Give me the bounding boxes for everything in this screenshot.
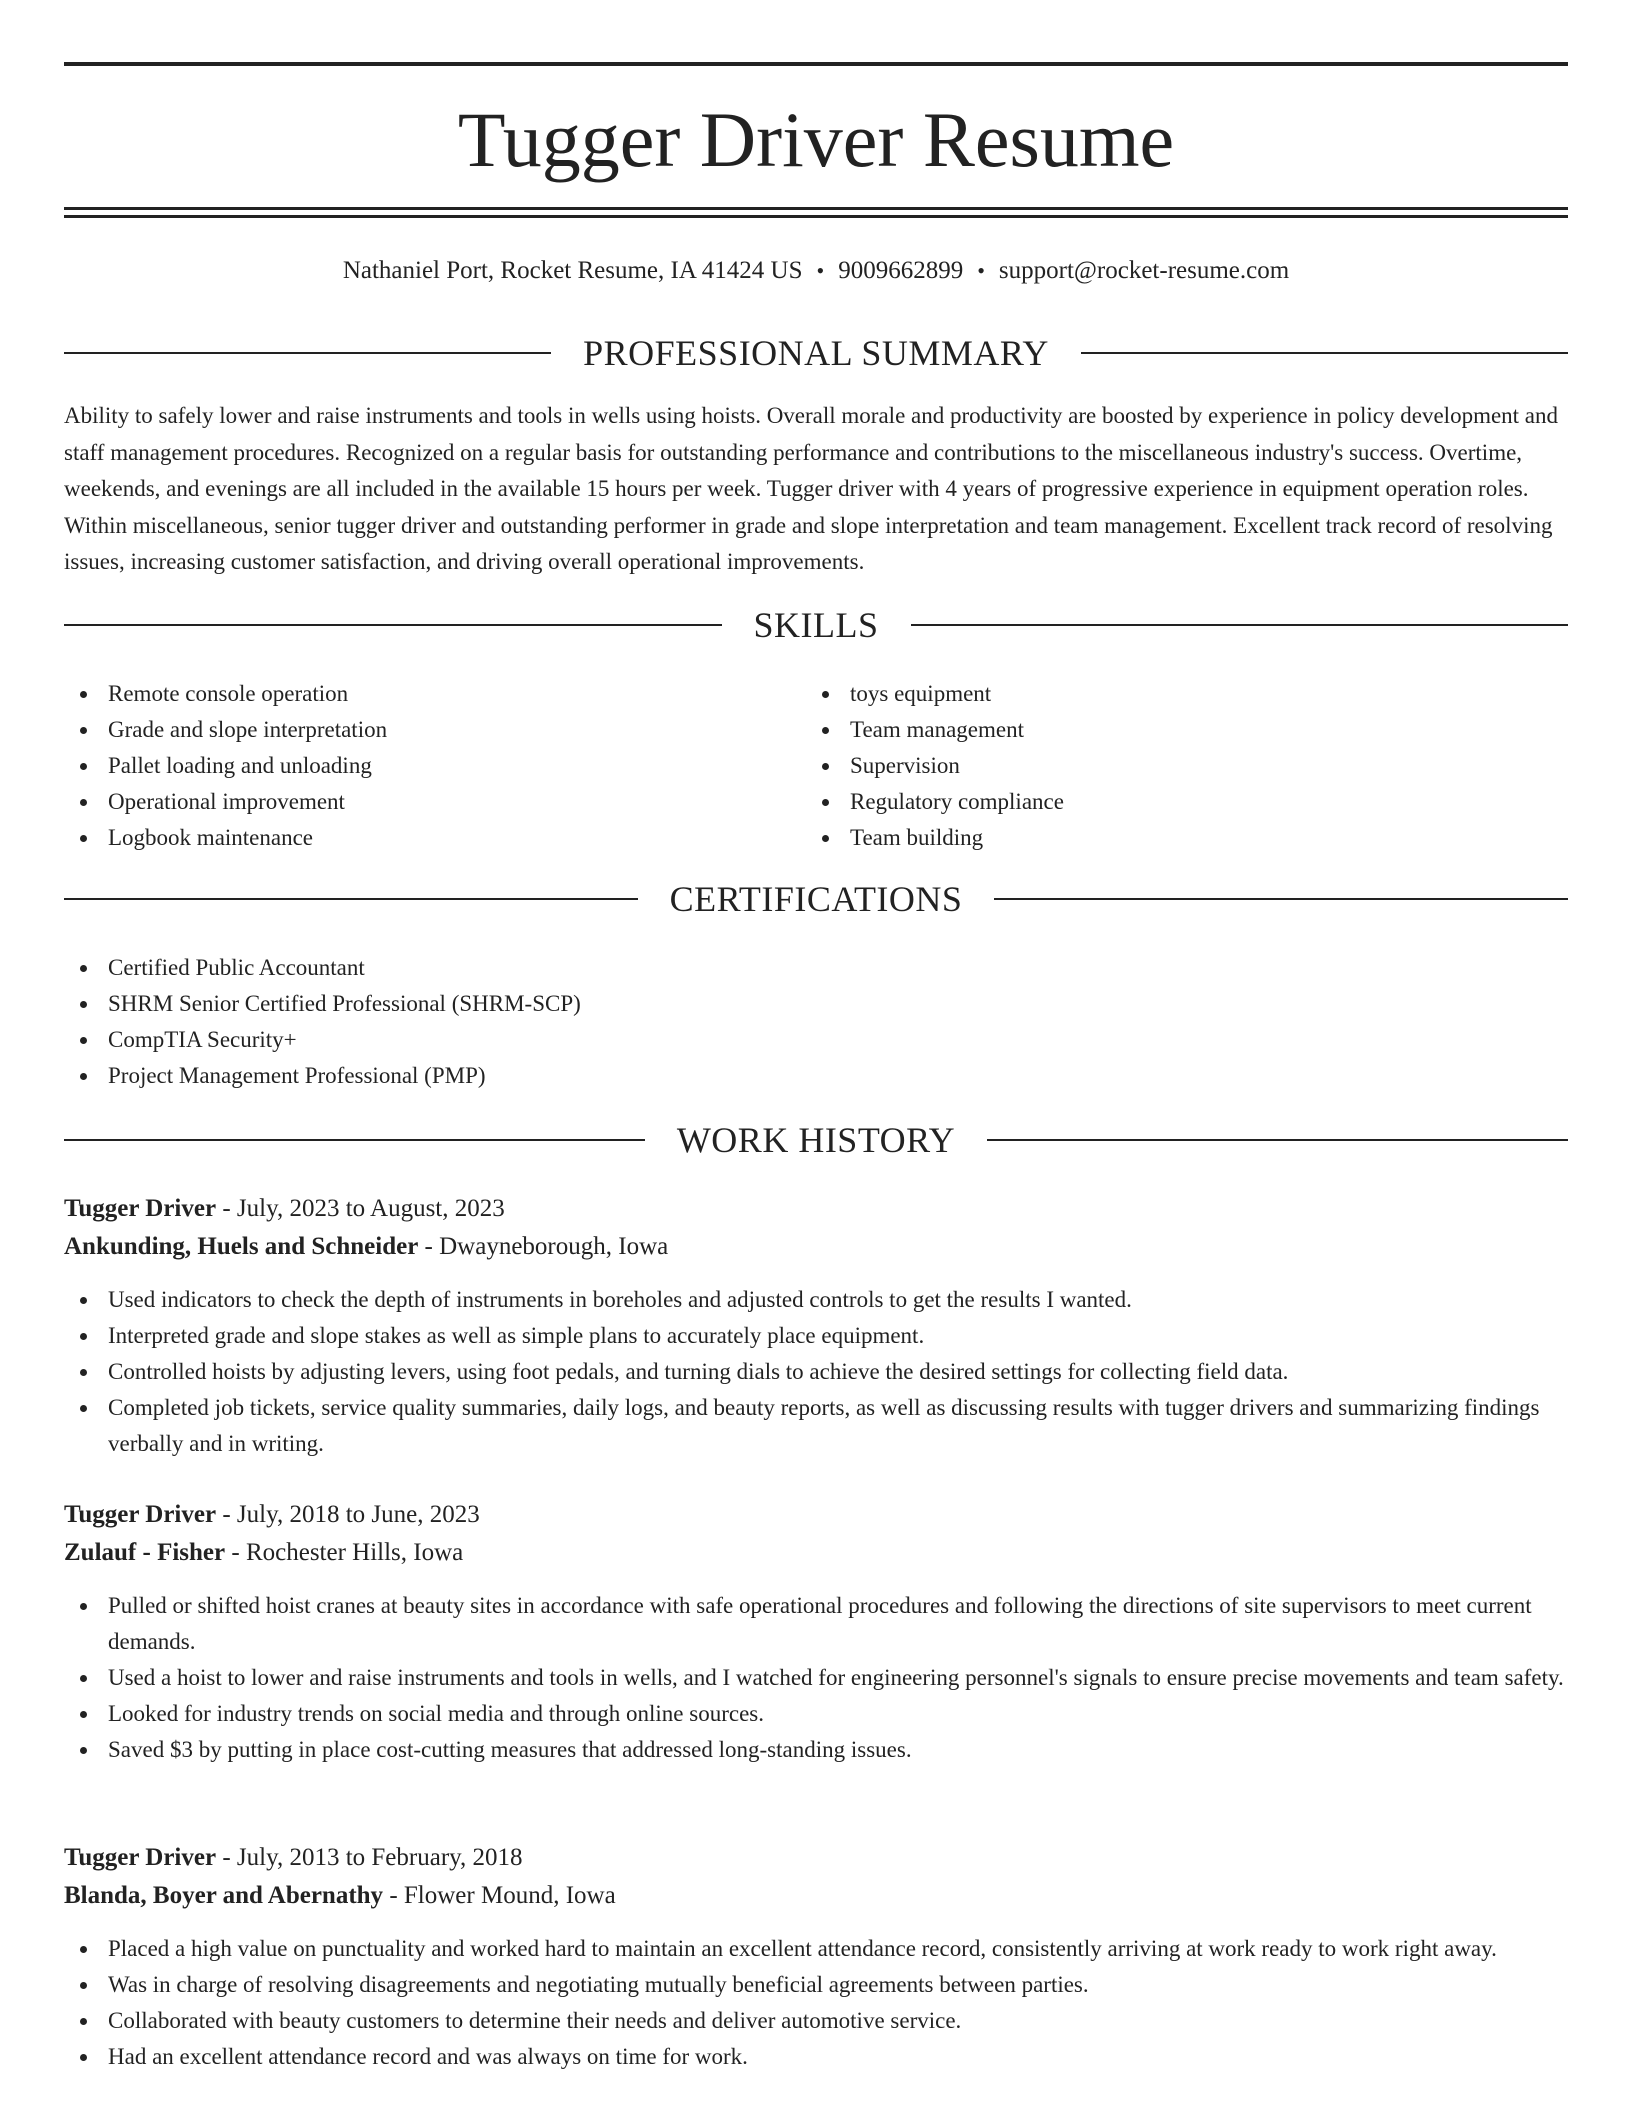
heading-rule [987, 1139, 1568, 1141]
job-bullet: Had an excellent attendance record and was always on time for work. [64, 2039, 1568, 2075]
skill-item: Remote console operation [64, 676, 764, 712]
job-title: Tugger Driver [64, 1195, 217, 1222]
heading-rule [64, 352, 551, 354]
work-history-heading [64, 1118, 1568, 1162]
skill-item: toys equipment [806, 676, 1506, 712]
job-entry [64, 1190, 1568, 1462]
top-rule [64, 62, 1568, 66]
job-title-line [64, 1839, 1568, 1877]
certifications-list [64, 950, 1568, 1094]
summary-heading-label: PROFESSIONAL SUMMARY [583, 333, 1049, 373]
skill-item: Operational improvement [64, 784, 764, 820]
job-dates: - July, 2023 to August, 2023 [216, 1195, 505, 1222]
job-bullet: Pulled or shifted hoist cranes at beauty sites in accordance with safe operational procedures and following the directions of site supervisors to meet current demands. [64, 1588, 1568, 1660]
job-location: - Rochester Hills, Iowa [225, 1539, 464, 1566]
certification-item: SHRM Senior Certified Professional (SHRM-SCP) [64, 986, 1568, 1022]
job-title-line [64, 1190, 1568, 1228]
certification-item: Project Management Professional (PMP) [64, 1058, 1568, 1094]
title-rule-upper [64, 207, 1568, 210]
job-company: Zulauf - Fisher [64, 1539, 226, 1566]
job-title: Tugger Driver [64, 1501, 217, 1528]
contact-line [64, 253, 1568, 289]
skill-item: Team management [806, 712, 1506, 748]
certification-item: Certified Public Accountant [64, 950, 1568, 986]
skill-item: Team building [806, 820, 1506, 856]
contact-address: Nathaniel Port, Rocket Resume, IA 41424 US [342, 257, 803, 284]
skill-item: Pallet loading and unloading [64, 748, 764, 784]
summary-text: Ability to safely lower and raise instruments and tools in wells using hoists. Overall morale and productivity are boosted by experience in policy development and staff management procedures. Recognized on a regular basis for outstanding performance and contributions to the miscellaneous industry's success. Overtime, weekends, and evenings are all included in the available 15 hours per week. Tugger driver with 4 years of progressive experience in equipment operation roles. Within miscellaneous, senior tugger driver and outstanding performer in grade and slope interpretation and team management. Excellent track record of resolving issues, increasing customer satisfaction, and driving overall operational improvements. [64, 403, 1559, 574]
heading-rule [994, 898, 1568, 900]
job-company: Ankunding, Huels and Schneider [64, 1233, 419, 1260]
heading-rule [64, 1139, 645, 1141]
job-bullet: Placed a high value on punctuality and worked hard to maintain an excellent attendance record, consistently arriving at work ready to work right away. [64, 1931, 1568, 1967]
skill-item: Logbook maintenance [64, 820, 764, 856]
job-dates: - July, 2013 to February, 2018 [216, 1844, 523, 1871]
contact-email: support@rocket-resume.com [998, 257, 1290, 284]
job-bullet: Controlled hoists by adjusting levers, using foot pedals, and turning dials to achieve the desired settings for collecting field data. [64, 1354, 1568, 1390]
skills-heading-label: SKILLS [753, 605, 879, 645]
job-company-line [64, 1534, 1568, 1572]
job-bullet: Interpreted grade and slope stakes as well as simple plans to accurately place equipment. [64, 1318, 1568, 1354]
summary-heading [64, 331, 1568, 375]
skills-column-right [806, 676, 1506, 856]
job-location: - Dwayneborough, Iowa [418, 1233, 669, 1260]
job-entry [64, 1839, 1568, 2075]
work-history-heading-label: WORK HISTORY [676, 1120, 956, 1160]
heading-rule [64, 624, 722, 626]
job-bullet: Looked for industry trends on social media and through online sources. [64, 1696, 1568, 1732]
contact-separator: • [977, 258, 985, 283]
job-entry [64, 1496, 1568, 1768]
heading-rule [911, 624, 1569, 626]
certifications-heading [64, 877, 1568, 921]
job-location: - Flower Mound, Iowa [383, 1882, 616, 1909]
certifications-heading-label: CERTIFICATIONS [669, 879, 963, 919]
certification-item: CompTIA Security+ [64, 1022, 1568, 1058]
job-bullet: Completed job tickets, service quality summaries, daily logs, and beauty reports, as well as discussing results with tugger drivers and summarizing findings verbally and in writing. [64, 1390, 1568, 1462]
job-dates: - July, 2018 to June, 2023 [216, 1501, 480, 1528]
heading-rule [1081, 352, 1568, 354]
job-bullet: Used indicators to check the depth of instruments in boreholes and adjusted controls to get the results I wanted. [64, 1282, 1568, 1318]
job-bullet: Used a hoist to lower and raise instruments and tools in wells, and I watched for engineering personnel's signals to ensure precise movements and team safety. [64, 1660, 1568, 1696]
contact-phone: 9009662899 [838, 257, 964, 284]
title-rule-lower [64, 215, 1568, 218]
skills-heading [64, 603, 1568, 647]
job-company-line [64, 1877, 1568, 1915]
job-title-line [64, 1496, 1568, 1534]
skill-item: Grade and slope interpretation [64, 712, 764, 748]
job-bullet: Saved $3 by putting in place cost-cutting measures that addressed long-standing issues. [64, 1732, 1568, 1768]
job-company-line [64, 1228, 1568, 1266]
skills-column-left [64, 676, 764, 856]
skill-item: Regulatory compliance [806, 784, 1506, 820]
job-bullet: Collaborated with beauty customers to determine their needs and deliver automotive service. [64, 2003, 1568, 2039]
resume-title: Tugger Driver Resume [457, 96, 1175, 183]
skill-item: Supervision [806, 748, 1506, 784]
job-title: Tugger Driver [64, 1844, 217, 1871]
heading-rule [64, 898, 638, 900]
job-bullet: Was in charge of resolving disagreements and negotiating mutually beneficial agreements between parties. [64, 1967, 1568, 2003]
job-company: Blanda, Boyer and Abernathy [64, 1882, 384, 1909]
contact-separator: • [816, 258, 825, 283]
